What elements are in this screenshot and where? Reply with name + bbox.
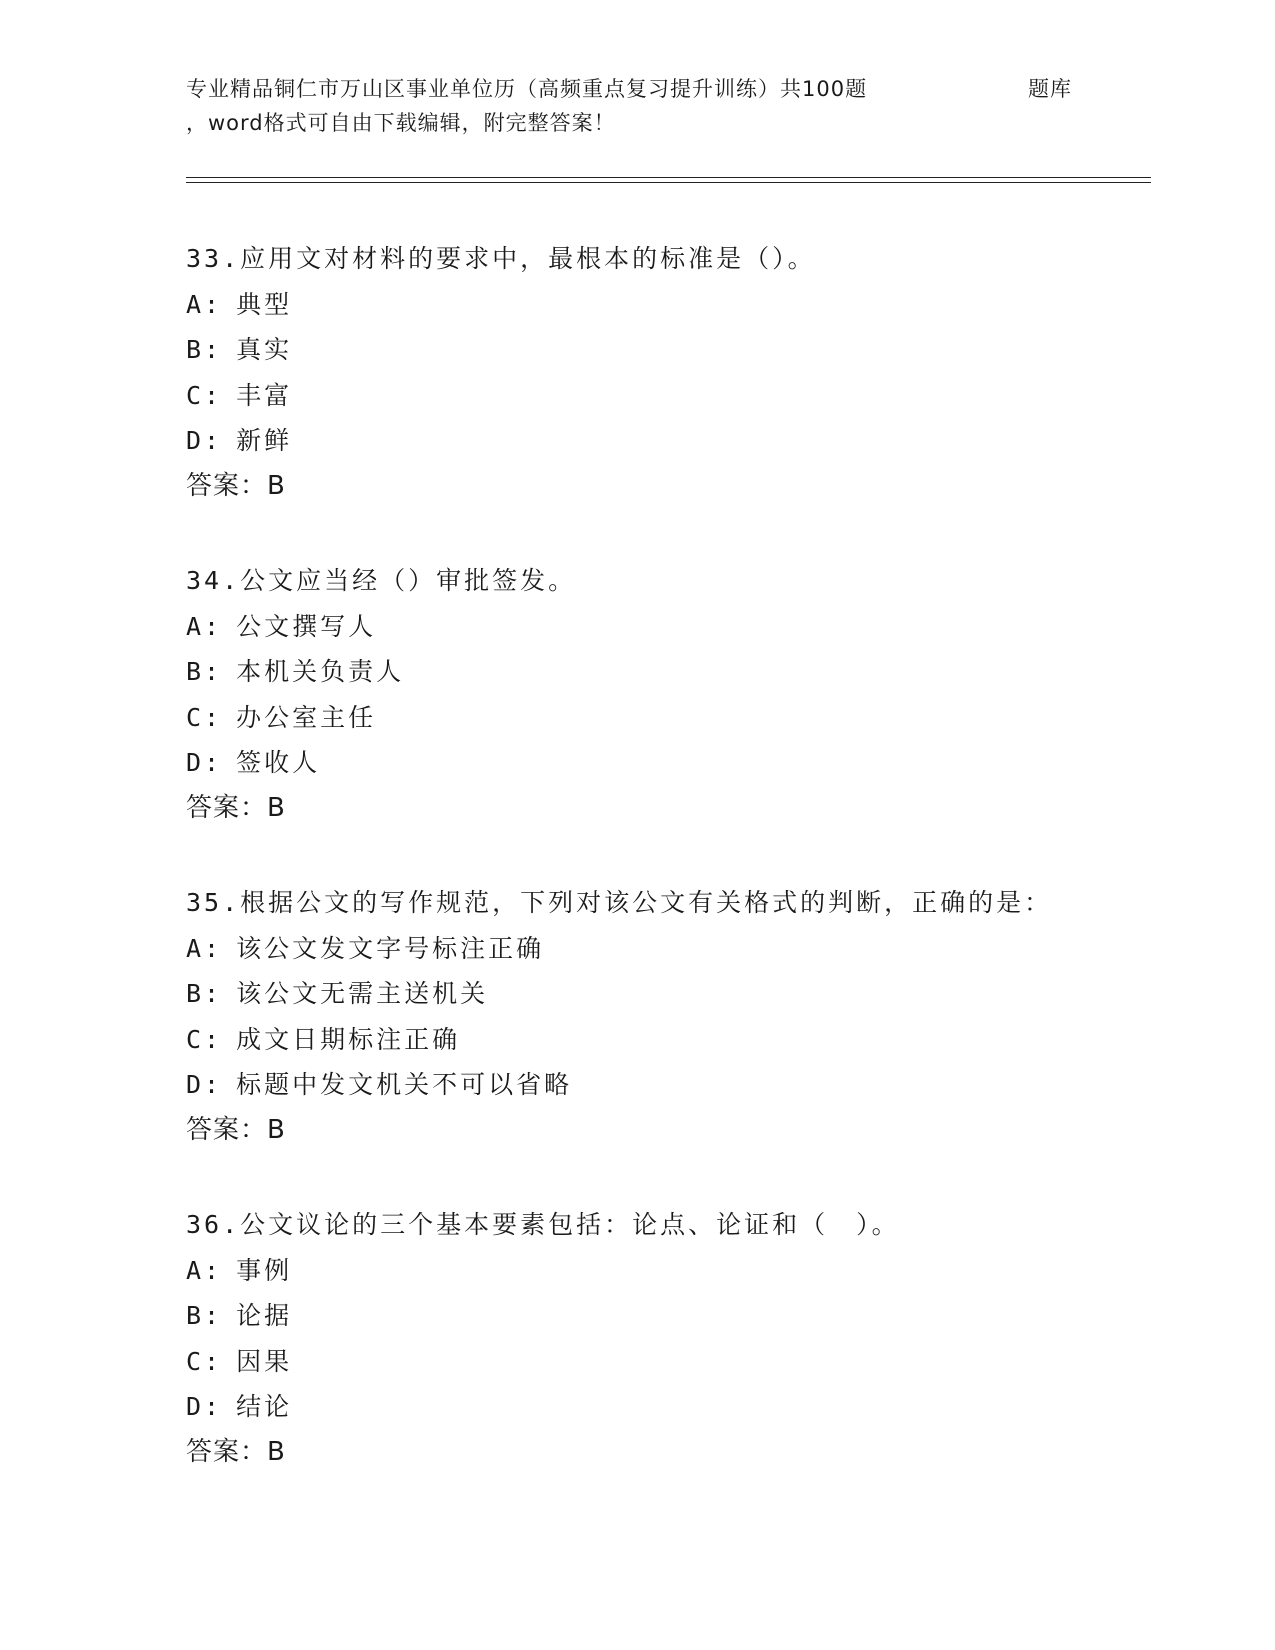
header-title-line-2: ，word格式可自由下载编辑，附完整答案！ (186, 111, 616, 135)
option-letter: A: (186, 289, 223, 319)
option-b (186, 1293, 1166, 1339)
question-stem: 34.公文应当经（）审批签发。 (186, 566, 577, 595)
option-letter: A: (186, 611, 223, 641)
question-stem: 36.公文议论的三个基本要素包括：论点、论证和（ ）。 (186, 1210, 900, 1239)
option-letter: B: (186, 335, 223, 364)
option-b (186, 971, 1166, 1017)
answer-line: 答案：B (186, 792, 286, 823)
option-letter: C: (186, 1346, 223, 1376)
option-a (186, 1248, 1166, 1294)
question-33 (186, 236, 1166, 509)
option-text: 签收人 (236, 748, 321, 777)
header-tag: 题库 (1028, 77, 1072, 101)
option-letter: D: (186, 1070, 223, 1099)
option-d (186, 1062, 1166, 1108)
option-letter: B: (186, 657, 223, 686)
answer-line: 答案：B (186, 1114, 286, 1145)
option-letter: B: (186, 1301, 223, 1330)
option-text: 结论 (236, 1392, 293, 1421)
option-letter: D: (186, 1392, 223, 1421)
option-a (186, 926, 1166, 972)
question-35 (186, 880, 1166, 1153)
option-text: 真实 (236, 335, 293, 364)
question-34 (186, 558, 1166, 831)
option-d (186, 1384, 1166, 1430)
header-title-line-1 (186, 72, 1086, 106)
option-text: 成文日期标注正确 (236, 1024, 461, 1054)
option-d (186, 740, 1166, 786)
question-list (186, 236, 1166, 1524)
question-36 (186, 1202, 1166, 1475)
option-text: 典型 (236, 289, 293, 319)
option-letter: A: (186, 1255, 223, 1285)
answer-line: 答案：B (186, 1436, 286, 1467)
option-a (186, 604, 1166, 650)
header-title: 专业精品铜仁市万山区事业单位历（高频重点复习提升训练）共100题 (186, 77, 868, 101)
answer-line: 答案：B (186, 470, 286, 501)
option-text: 论据 (236, 1301, 293, 1330)
option-text: 办公室主任 (236, 702, 377, 732)
option-c (186, 1339, 1166, 1385)
option-b (186, 649, 1166, 695)
header-divider-top (186, 177, 1151, 178)
option-letter: B: (186, 979, 223, 1008)
option-letter: C: (186, 1024, 223, 1054)
document-header (186, 72, 1086, 140)
option-text: 丰富 (236, 380, 293, 410)
question-stem: 35.根据公文的写作规范，下列对该公文有关格式的判断，正确的是： (186, 888, 1053, 917)
option-text: 新鲜 (236, 426, 293, 455)
option-text: 该公文发文字号标注正确 (236, 933, 545, 963)
option-c (186, 1017, 1166, 1063)
option-text: 事例 (236, 1255, 293, 1285)
option-c (186, 373, 1166, 419)
option-letter: A: (186, 933, 223, 963)
option-text: 公文撰写人 (236, 611, 377, 641)
option-letter: C: (186, 702, 223, 732)
option-letter: D: (186, 426, 223, 455)
option-text: 该公文无需主送机关 (236, 979, 489, 1008)
option-c (186, 695, 1166, 741)
option-letter: D: (186, 748, 223, 777)
option-text: 标题中发文机关不可以省略 (236, 1070, 573, 1099)
option-letter: C: (186, 380, 223, 410)
option-b (186, 327, 1166, 373)
option-text: 本机关负责人 (236, 657, 405, 686)
header-divider-bottom (186, 182, 1151, 183)
option-a (186, 282, 1166, 328)
option-d (186, 418, 1166, 464)
option-text: 因果 (236, 1346, 293, 1376)
question-stem: 33.应用文对材料的要求中，最根本的标准是（）。 (186, 244, 816, 273)
